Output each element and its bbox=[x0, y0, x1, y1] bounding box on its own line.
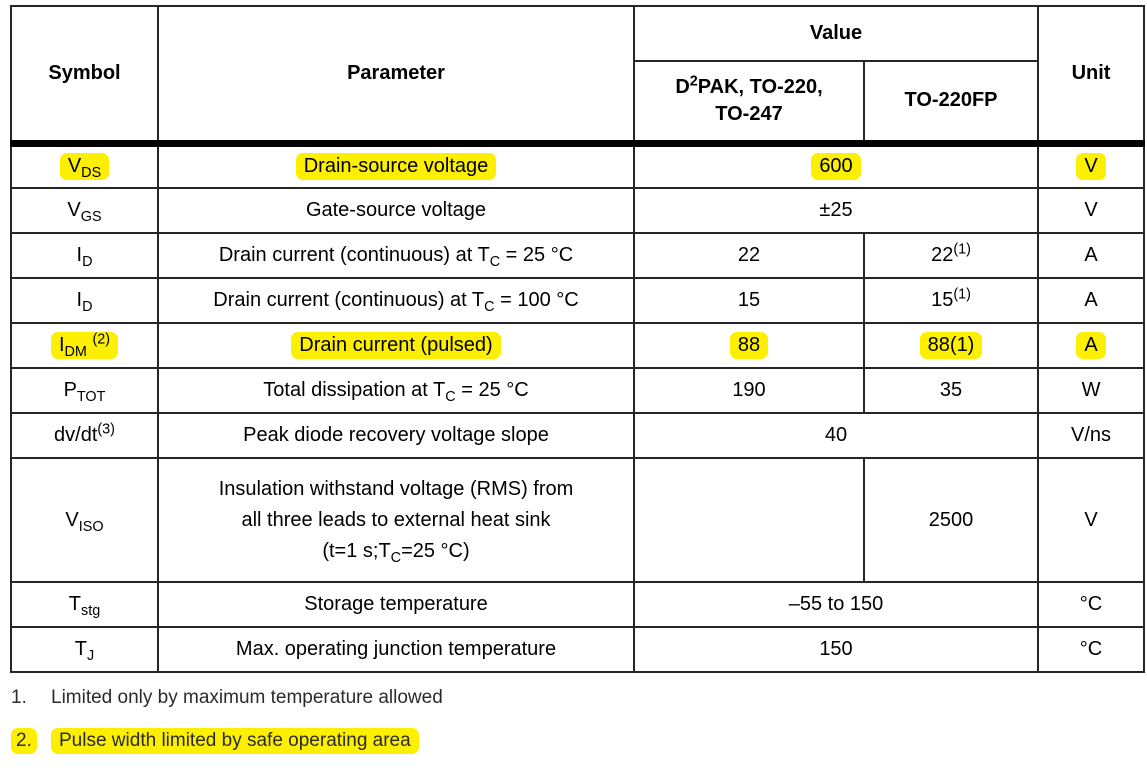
parameter-cell: Insulation withstand voltage (RMS) from all three leads to external heat sink (t=1 $s;T_C=25$ °C) bbox=[158, 458, 634, 582]
value-cell: 40 bbox=[634, 413, 1038, 458]
highlight: Drain-source voltage bbox=[296, 153, 497, 180]
table-row bbox=[11, 323, 1144, 368]
parameter-cell bbox=[158, 323, 634, 368]
table-row bbox=[11, 278, 1144, 323]
unit-cell: W bbox=[1038, 368, 1144, 413]
parameter-cell: Gate-source voltage bbox=[158, 188, 634, 233]
unit-cell: °C bbox=[1038, 582, 1144, 627]
absolute-maximum-ratings-table bbox=[10, 5, 1145, 673]
highlight: V bbox=[1076, 153, 1105, 180]
highlight: 88(1) bbox=[920, 332, 983, 359]
symbol-cell: $I_D$ bbox=[11, 278, 158, 323]
highlight: Drain current (pulsed) bbox=[291, 332, 500, 359]
symbol-cell bbox=[11, 323, 158, 368]
symbol-cell bbox=[11, 143, 158, 188]
col-header-package-1: $D^2PAK$, TO-220, TO-247 bbox=[634, 61, 864, 143]
highlight: $I_{DM}$ $^{(2)}$ bbox=[51, 332, 118, 359]
highlight: Pulse width limited by safe operating area bbox=[51, 728, 419, 754]
footnote-number: 1. bbox=[11, 687, 27, 708]
symbol-cell: $dv/dt^{(3)}$ bbox=[11, 413, 158, 458]
parameter-cell: Total dissipation at $T_C = 25$ °C bbox=[158, 368, 634, 413]
value-cell: 22$^{(1)}$ bbox=[864, 233, 1038, 278]
value-cell: 190 bbox=[634, 368, 864, 413]
parameter-cell: Max. operating junction temperature bbox=[158, 627, 634, 672]
table-row bbox=[11, 143, 1144, 188]
value-cell: ±25 bbox=[634, 188, 1038, 233]
symbol-cell: $I_D$ bbox=[11, 233, 158, 278]
symbol-cell: $T_{stg}$ bbox=[11, 582, 158, 627]
unit-cell: A bbox=[1038, 278, 1144, 323]
parameter-cell bbox=[158, 143, 634, 188]
table-header bbox=[11, 6, 1144, 143]
value-cell: 15$^{(1)}$ bbox=[864, 278, 1038, 323]
unit-cell bbox=[1038, 143, 1144, 188]
value-cell: 35 bbox=[864, 368, 1038, 413]
unit-cell: A bbox=[1038, 233, 1144, 278]
highlight: 88 bbox=[730, 332, 768, 359]
table-row bbox=[11, 188, 1144, 233]
footnote-text bbox=[51, 728, 419, 755]
table-body bbox=[11, 143, 1144, 672]
header-row-1 bbox=[11, 6, 1144, 61]
col-header-parameter: Parameter bbox=[158, 6, 634, 143]
highlight: 2. bbox=[11, 728, 37, 754]
value-cell bbox=[634, 458, 864, 582]
table-row bbox=[11, 413, 1144, 458]
table-row bbox=[11, 233, 1144, 278]
value-cell bbox=[864, 323, 1038, 368]
table-row bbox=[11, 458, 1144, 582]
value-cell: 15 bbox=[634, 278, 864, 323]
value-cell: 22 bbox=[634, 233, 864, 278]
value-cell bbox=[634, 323, 864, 368]
value-cell: 2500 bbox=[864, 458, 1038, 582]
col-header-unit: Unit bbox=[1038, 6, 1144, 143]
table-row bbox=[11, 582, 1144, 627]
table-row bbox=[11, 627, 1144, 672]
unit-cell: V bbox=[1038, 188, 1144, 233]
unit-cell: °C bbox=[1038, 627, 1144, 672]
parameter-cell: Drain current (continuous) at $T_C = 25$ °C bbox=[158, 233, 634, 278]
footnote-number bbox=[10, 728, 51, 755]
highlight: A bbox=[1076, 332, 1105, 359]
symbol-cell: $P_{TOT}$ bbox=[11, 368, 158, 413]
symbol-cell: $V_{ISO}$ bbox=[11, 458, 158, 582]
unit-cell: V/ns bbox=[1038, 413, 1144, 458]
table-row bbox=[11, 368, 1144, 413]
parameter-cell: Storage temperature bbox=[158, 582, 634, 627]
value-cell: 150 bbox=[634, 627, 1038, 672]
parameter-cell: Peak diode recovery voltage slope bbox=[158, 413, 634, 458]
value-cell bbox=[634, 143, 1038, 188]
footnote-1 bbox=[10, 685, 1143, 712]
highlight: 600 bbox=[811, 153, 860, 180]
symbol-cell: $V_{GS}$ bbox=[11, 188, 158, 233]
highlight: $V_{DS}$ bbox=[60, 153, 109, 180]
footnote-2 bbox=[10, 728, 1143, 755]
col-header-value-group: Value bbox=[634, 6, 1038, 61]
symbol-cell: $T_J$ bbox=[11, 627, 158, 672]
value-cell: –55 to 150 bbox=[634, 582, 1038, 627]
unit-cell: V bbox=[1038, 458, 1144, 582]
unit-cell bbox=[1038, 323, 1144, 368]
col-header-package-2: TO-220FP bbox=[864, 61, 1038, 143]
footnotes bbox=[10, 685, 1143, 754]
parameter-cell: Drain current (continuous) at $T_C = 100$ °C bbox=[158, 278, 634, 323]
col-header-symbol: Symbol bbox=[11, 6, 158, 143]
footnote-text: Limited only by maximum temperature allowed bbox=[51, 687, 443, 708]
